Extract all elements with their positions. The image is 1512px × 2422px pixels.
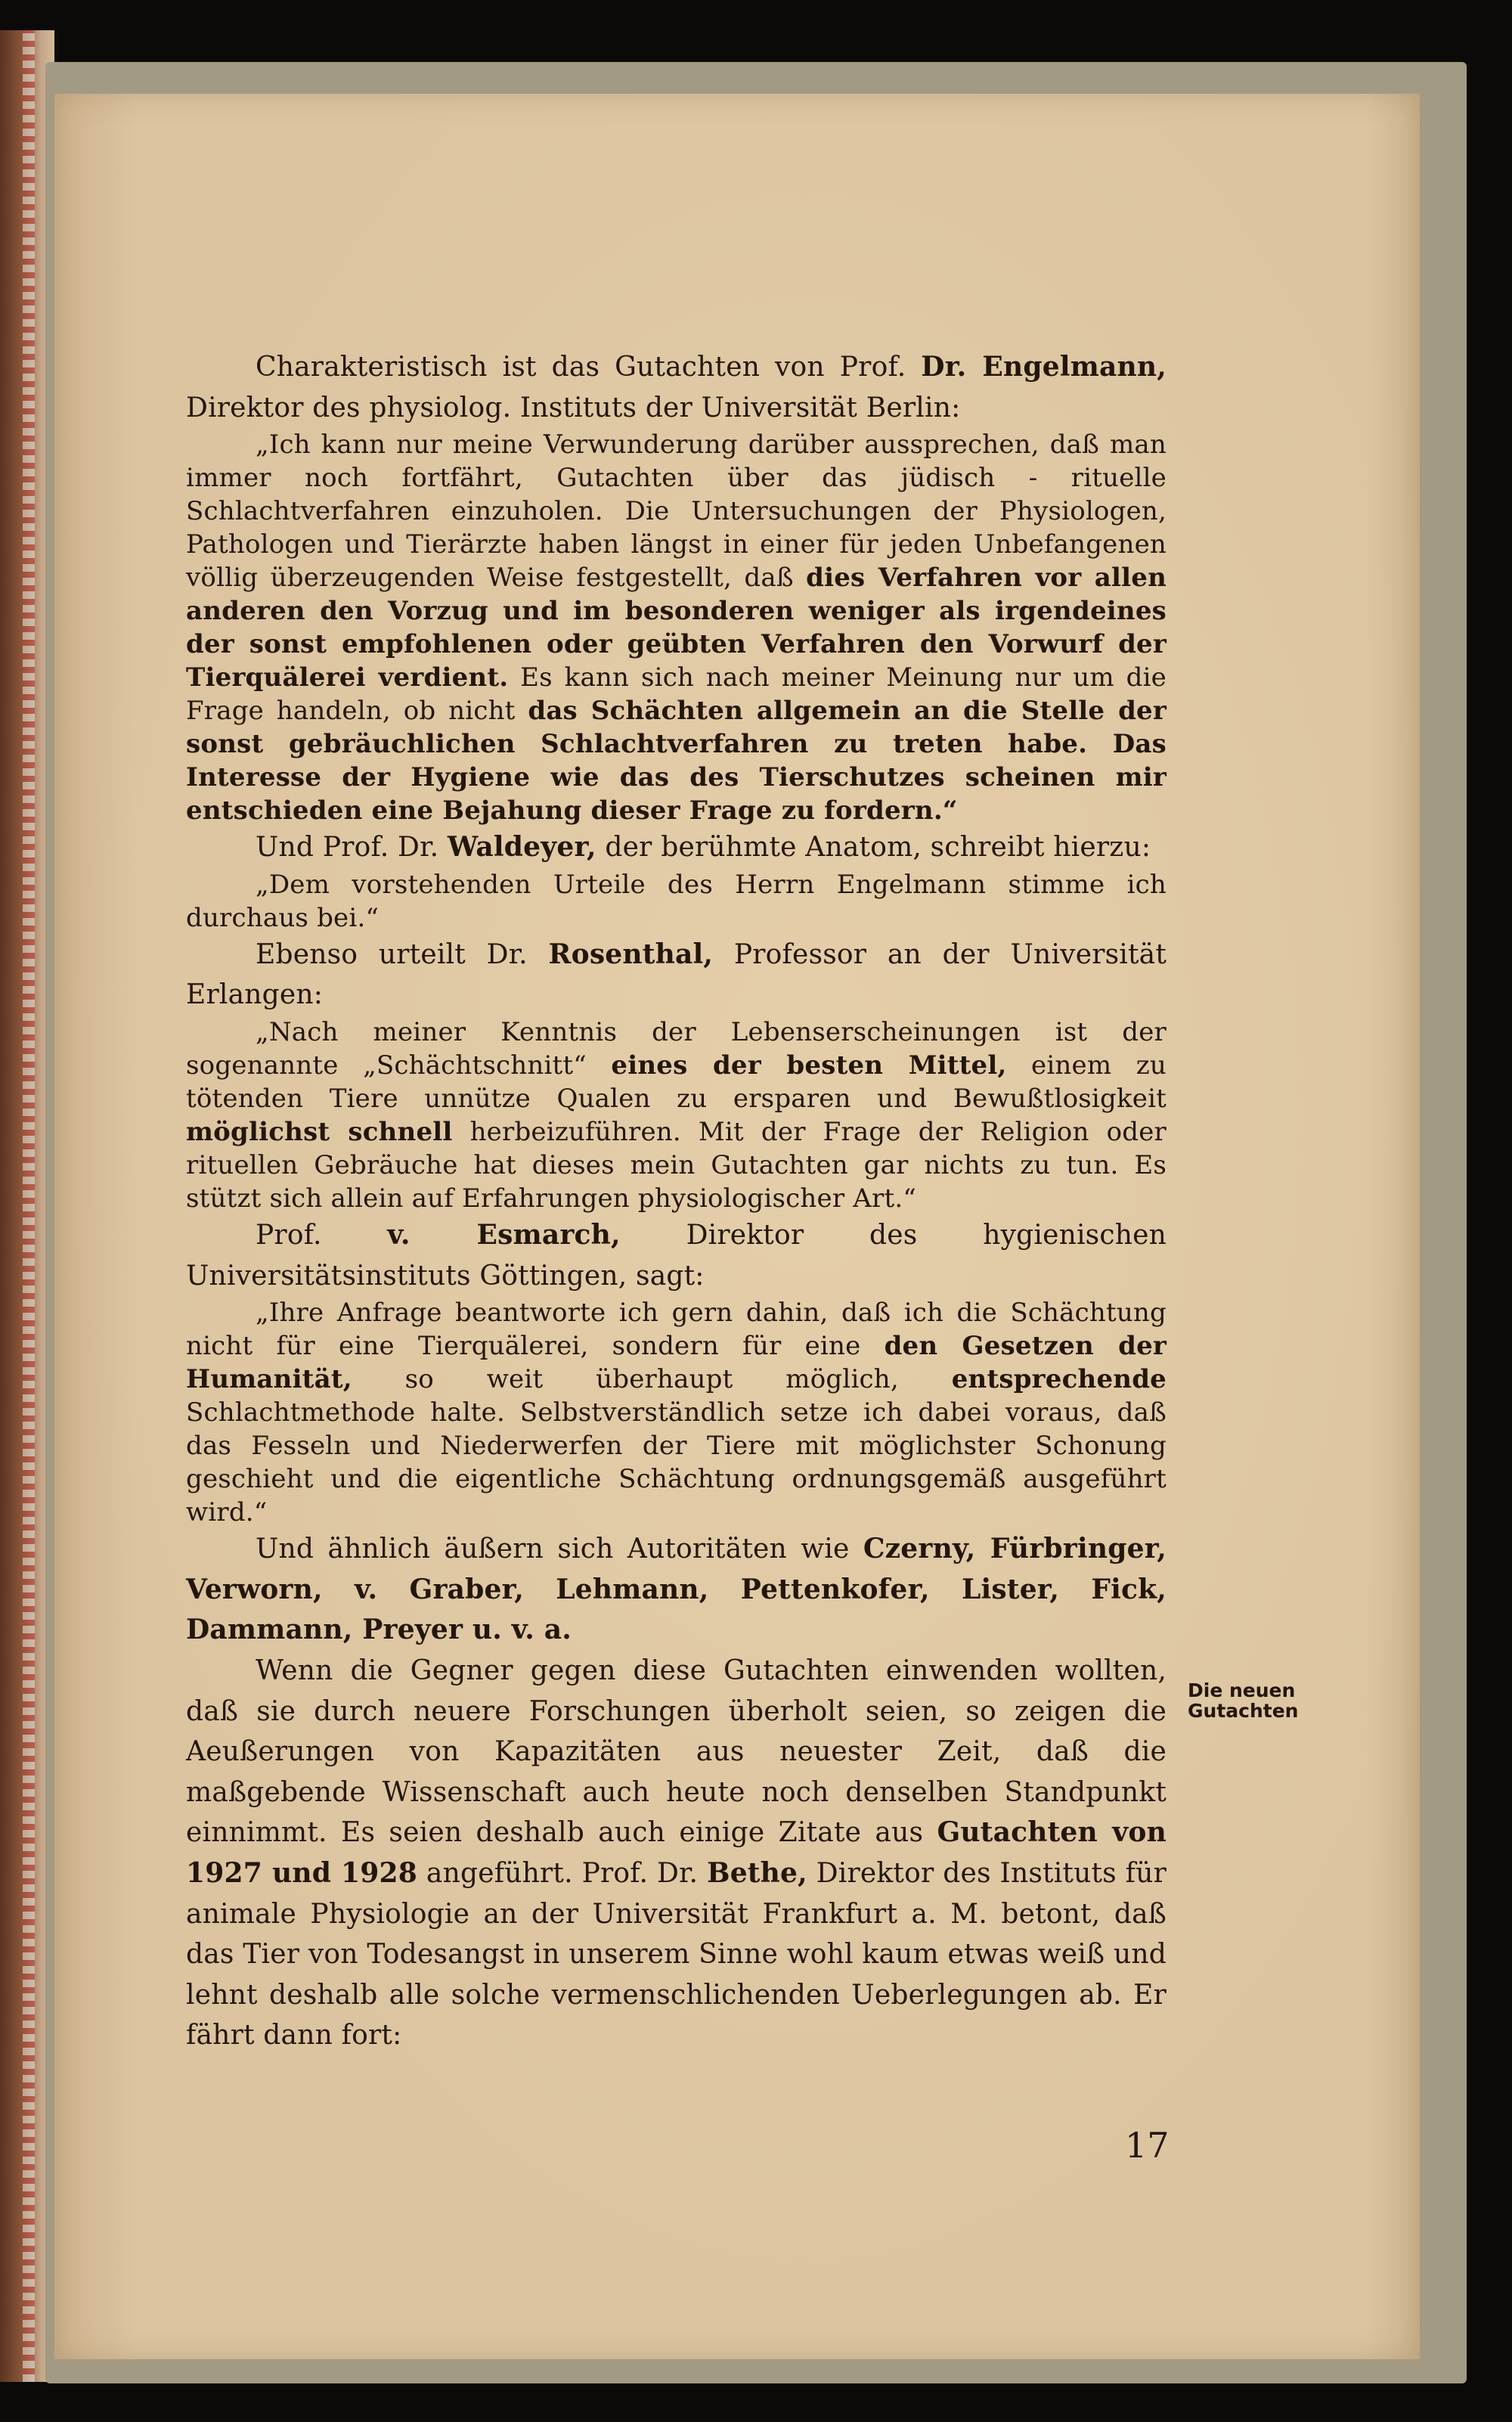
bold-text-run: Waldeyer, — [447, 831, 596, 864]
bold-text-run: Bethe, — [707, 1856, 807, 1889]
body-paragraph — [186, 827, 1167, 868]
text-run: Charakteristisch ist das Gutachten von Prof. — [256, 352, 922, 383]
quoted-paragraph — [186, 428, 1167, 827]
bold-text-run: entsprechende — [951, 1364, 1167, 1395]
text-run: der berühmte Anatom, schreibt hierzu: — [596, 832, 1151, 864]
text-run: so weit überhaupt möglich, — [352, 1364, 952, 1395]
text-run: Direktor des Instituts für animale Physiologie an der Universität Frankfurt a. M. betont, daß das Tier von Todesangst in unserem Sinne wohl kaum etwas weiß und lehnt deshalb alle solche vermenschlichenden Ueberlegungen ab. Er fährt dann fort: — [186, 1857, 1167, 2051]
body-paragraph — [186, 1651, 1167, 2056]
quoted-paragraph — [186, 1016, 1167, 1215]
text-run: Es kann sich nach meiner Meinung nur um die Frage handeln, ob nicht — [186, 662, 1167, 727]
page-number: 17 — [1125, 2125, 1170, 2166]
text-run: herbeizuführen. Mit der Frage der Religion oder rituellen Gebräuche hat dieses mein Gutachten gar nichts zu tun. Es stützt sich allein auf Erfahrungen physiologischer Art.“ — [186, 1116, 1167, 1214]
page-body-text — [186, 347, 1167, 2056]
text-run: „Nach meiner Kenntnis der Lebenserscheinungen ist der sogenannte „Schächtschnitt“ — [186, 1016, 1167, 1081]
text-run: Schlachtmethode halte. Selbstverständlich setze ich dabei voraus, daß das Fesseln und Niederwerfen der Tiere mit möglichster Schonung geschieht und die eigentliche Schächtung ordnungsgemäß ausgeführt wird.“ — [186, 1397, 1167, 1528]
binding-thread — [23, 30, 35, 2382]
text-run: „Ich kann nur meine Verwunderung darüber aussprechen, daß man immer noch fortfährt, Gutachten über das jüdisch - rituelle Schlachtverfahren einzuholen. Die Untersuchungen der Physiologen, Pathologen und Tierärzte haben längst in einer für jeden Unbefangenen völlig überzeugenden Weise festgestellt, daß — [186, 430, 1167, 594]
bold-text-run: dies Verfahren vor allen anderen den Vorzug und im besonderen weniger als irgendeines der sonst empfohlenen oder geübten Verfahren den Vorwurf der Tierquälerei verdient. — [186, 563, 1167, 693]
bold-text-run: den Gesetzen der Humanität, — [186, 1331, 1167, 1395]
text-run: „Ihre Anfrage beantworte ich gern dahin, daß ich die Schächtung nicht für eine Tierquälerei, sondern für eine — [186, 1298, 1167, 1362]
bold-text-run: Gutachten von 1927 und 1928 — [186, 1816, 1167, 1889]
quoted-paragraph — [186, 1296, 1167, 1529]
text-run: Direktor des physiolog. Instituts der Universität Berlin: — [186, 392, 961, 423]
text-run: Professor an der Universität Erlangen: — [186, 938, 1167, 1011]
bold-text-run: Rosenthal, — [548, 938, 714, 970]
bold-text-run: Czerny, Fürbringer, Verworn, v. Graber, Lehmann, Pettenkofer, Lister, Fick, Dammann, Preyer u. v. a. — [186, 1533, 1167, 1646]
bold-text-run: v. Esmarch, — [387, 1218, 621, 1251]
body-paragraph — [186, 1215, 1167, 1296]
body-paragraph — [186, 1529, 1167, 1651]
text-run: einem zu tötenden Tiere unnütze Qualen zu ersparen und Bewußtlosigkeit — [186, 1050, 1167, 1114]
body-paragraph — [186, 347, 1167, 428]
quoted-paragraph — [186, 868, 1167, 935]
text-run: Direktor des hygienischen Universitätsinstituts Göttingen, sagt: — [186, 1219, 1167, 1292]
text-run: Und Prof. Dr. — [256, 832, 448, 864]
text-run: Und ähnlich äußern sich Autoritäten wie — [256, 1534, 863, 1565]
margin-note: Die neuen Gutachten — [1188, 1679, 1299, 1722]
bold-text-run: Dr. Engelmann, — [921, 351, 1167, 383]
text-run: Wenn die Gegner gegen diese Gutachten einwenden wollten, daß sie durch neuere Forschungen überholt seien, so zeigen die Aeußerungen von Kapazitäten aus neuester Zeit, daß die maßgebende Wissenschaft auch heute noch denselben Standpunkt einnimmt. Es seien deshalb auch einige Zitate aus — [186, 1654, 1167, 1849]
bold-text-run: das Schächten allgemein an die Stelle der sonst gebräuchlichen Schlachtverfahren zu treten habe. Das Interesse der Hygiene wie das des Tierschutzes scheinen mir entschieden eine Bejahung dieser Frage zu fordern.“ — [186, 696, 1167, 826]
text-run: Prof. — [256, 1219, 388, 1251]
text-run: angeführt. Prof. Dr. — [417, 1857, 708, 1889]
bold-text-run: eines der besten Mittel, — [611, 1050, 1007, 1081]
body-paragraph — [186, 935, 1167, 1016]
bold-text-run: möglichst schnell — [186, 1116, 453, 1147]
text-run: „Dem vorstehenden Urteile des Herrn Engelmann stimme ich durchaus bei.“ — [186, 869, 1167, 933]
text-run: Ebenso urteilt Dr. — [256, 938, 549, 970]
